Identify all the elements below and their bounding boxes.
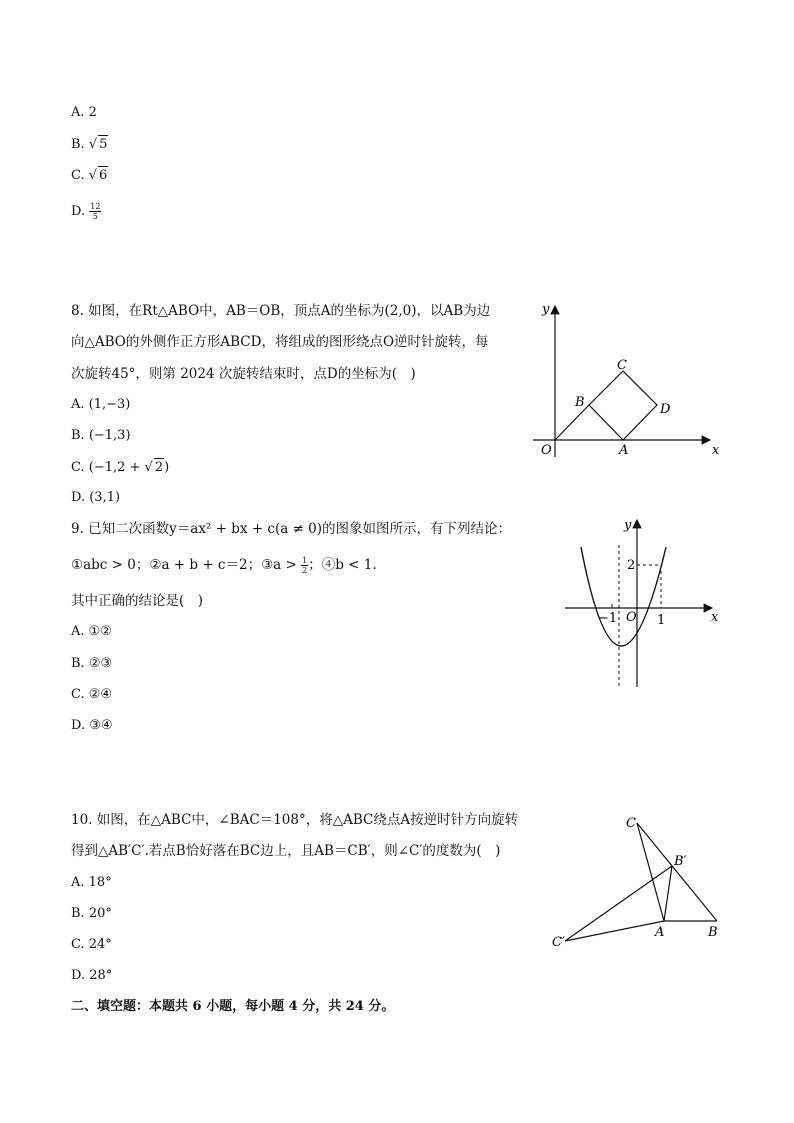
q7-option-b-radicand: 5 (99, 137, 108, 152)
q9-label-y: y (624, 518, 632, 533)
q9-figure (560, 515, 730, 693)
q9-conclusions-part-2: ；④b < 1. (308, 557, 377, 573)
q8-label-y: y (542, 302, 550, 317)
sqrt-icon: √ (88, 137, 98, 152)
q10-option-a: A. 18° (71, 875, 112, 890)
q9-option-a: A. ①② (71, 624, 112, 639)
q7-option-c-label: C. (71, 168, 89, 183)
q8-option-c-radicand: 2 (154, 460, 164, 475)
section-2-heading: 二、填空题：本题共 6 小题，每小题 4 分，共 24 分。 (71, 999, 395, 1014)
q8-stem-line-1: 8. 如图，在Rt△ABO中，AB＝OB，顶点A的坐标为(2,0)，以AB为边 (71, 303, 491, 319)
q8-option-c-close: ) (164, 460, 170, 475)
q9-conclusions-part-1: ①abc > 0；②a + b + c＝2；③a > (71, 557, 302, 573)
q8-option-c (71, 458, 169, 477)
q10-option-d: D. 28° (71, 968, 113, 983)
q8-label-x: x (712, 443, 720, 458)
q9-option-b: B. ②③ (71, 656, 113, 671)
q9-label-two: 2 (627, 558, 636, 573)
fraction-denominator: 2 (302, 566, 308, 575)
q8-label-c: C (617, 358, 627, 373)
q7-option-b (71, 135, 108, 154)
q8-label-b: B (575, 395, 585, 410)
fraction-denominator: 5 (92, 212, 98, 221)
q10-option-b: B. 20° (71, 906, 112, 921)
q8-stem-line-3: 次旋转45°，则第 2024 次旋转结束时，点D的坐标为( ) (71, 366, 416, 382)
q10-label-a: A (655, 925, 665, 940)
q9-label-one: 1 (657, 613, 666, 628)
q9-label-neg1: −1 (598, 611, 618, 626)
q10-segment-ca (637, 823, 664, 921)
q10-label-c-prime: C′ (552, 935, 565, 950)
q8-stem-line-2: 向△ABO的外侧作正方形ABCD，将组成的图形绕点O逆时针旋转，每 (71, 334, 489, 350)
q8-square-abcd (589, 371, 657, 440)
q9-parabola (581, 547, 666, 646)
q8-figure (525, 292, 730, 464)
q9-stem-line-3: 其中正确的结论是( ) (71, 593, 204, 609)
q8-option-a: A. (1,−3) (71, 397, 131, 412)
q10-stem-line-2: 得到△AB′C′.若点B恰好落在BC边上，且AB＝CB′，则∠C′的度数为( ) (71, 843, 501, 859)
q8-option-c-label: C. (−1,2 + (71, 460, 145, 475)
q9-option-c: C. ②④ (71, 687, 113, 702)
q10-segment-cb (637, 823, 717, 921)
sqrt-icon: √ (144, 460, 153, 475)
q7-option-d-fraction (89, 202, 101, 221)
q9-option-d: D. ③④ (71, 718, 113, 733)
q7-option-b-label: B. (71, 137, 89, 152)
q8-option-d: D. (3,1) (71, 490, 121, 505)
q10-stem-line-1: 10. 如图，在△ABC中，∠BAC＝108°，将△ABC绕点A按逆时针方向旋转 (71, 812, 519, 828)
q9-stem-line-1: 9. 已知二次函数y＝ax² + bx + c(a ≠ 0)的图象如图所示，有下列结论： (71, 521, 512, 537)
q10-figure (545, 808, 730, 953)
q10-label-c: C (626, 816, 636, 831)
q7-option-c-radicand: 6 (99, 168, 108, 183)
fraction-numerator: 1 (302, 556, 308, 565)
q10-segment-ab-prime (664, 866, 672, 921)
q10-label-b-prime: B′ (674, 854, 687, 869)
fraction-numerator: 12 (90, 202, 101, 211)
q8-label-a: A (619, 443, 629, 458)
q10-label-b: B (708, 925, 718, 940)
q7-option-d-label: D. (71, 204, 90, 219)
q7-option-a: A. 2 (71, 105, 97, 120)
q7-option-c (71, 166, 108, 185)
q9-label-x: x (711, 610, 719, 625)
q8-label-o: O (541, 443, 552, 458)
q8-segment-ob (555, 405, 589, 440)
q8-label-d: D (660, 402, 671, 417)
q10-option-c: C. 24° (71, 937, 112, 952)
q7-option-d (71, 202, 101, 221)
sqrt-icon: √ (88, 168, 98, 183)
q9-stem-line-2 (71, 556, 377, 575)
q8-option-b: B. (−1,3) (71, 428, 131, 443)
q9-label-o: O (626, 610, 637, 625)
